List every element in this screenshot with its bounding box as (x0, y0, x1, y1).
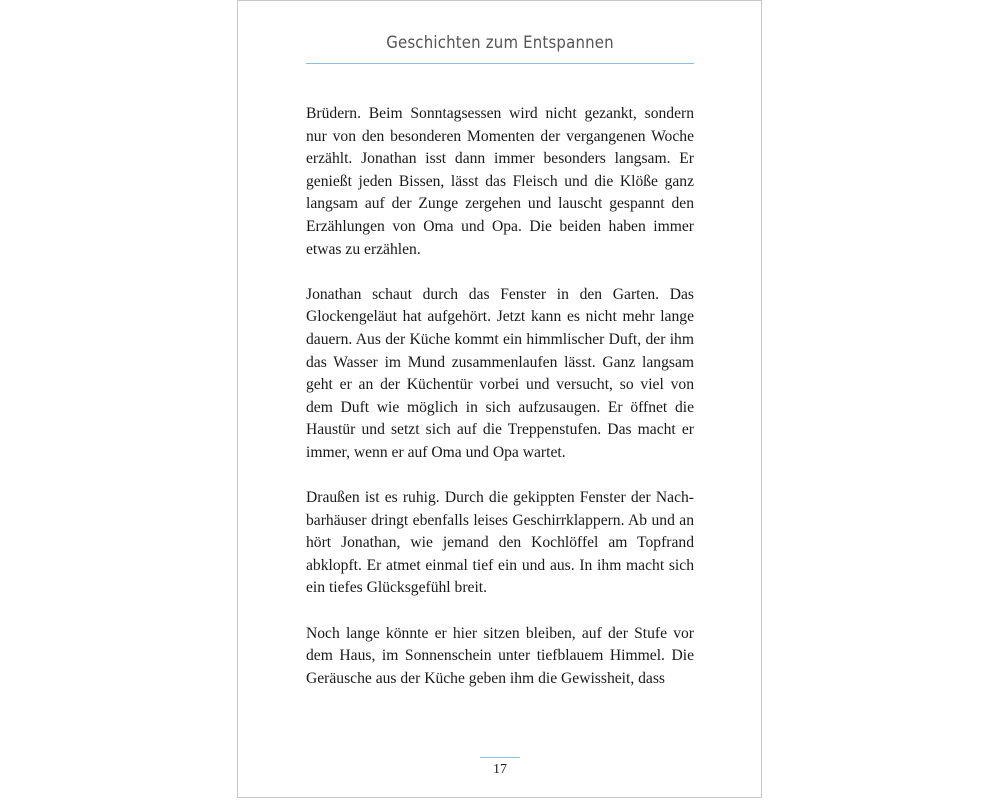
paragraph-3: Draußen ist es ruhig. Durch die gekippten Fenster der Nachbarhäuser dringt ebenfalls leises Geschirrklappern. Ab und an hört Jonathan, wie jemand den Kochlöffel am Topfrand abklopft. Er atmet einmal tief ein und aus. In ihm macht sich ein tiefes Glücksgefühl breit. (306, 489, 694, 597)
book-page (237, 0, 762, 798)
paragraph-1: Brüdern. Beim Sonntagsessen wird nicht gezankt, sondern nur von den besonderen Momenten der vergangenen Woche erzählt. Jonathan isst dann immer besonders langsam. Er genießt jeden Bissen, lässt das Fleisch und die Klöße ganz langsam auf der Zunge zergehen und lauscht gespannt den Erzählungen von Oma und Opa. Die beiden haben immer etwas zu erzählen. (306, 105, 694, 258)
page-number: 17 (493, 762, 507, 777)
paragraph-4: Noch lange könnte er hier sitzen bleiben, auf der Stufe vor dem Haus, im Sonnenschein unter tiefblauem Himmel. Die Geräusche aus der Küche geben ihm die Gewissheit, dass (306, 624, 694, 687)
body-text (306, 103, 694, 690)
paragraph-2: Jonathan schaut durch das Fenster in den Garten. Das Glockengeläut hat aufgehört. Jetzt kann es nicht mehr lange dauern. Aus der Küche kommt ein himmlischer Duft, der ihm das Wasser im Mund zusammenlaufen lässt. Ganz langsam geht er an der Küchentür vorbei und versucht, so viel von dem Duft wie möglich in sich aufzusaugen. Er öffnet die Haustür und setzt sich auf die Treppenstufen. Das macht er immer, wenn er auf Oma und Opa wartet. (306, 285, 694, 461)
running-head: Geschichten zum Entspannen (386, 33, 614, 53)
page-number-rule (480, 757, 520, 758)
header-rule (306, 63, 694, 64)
